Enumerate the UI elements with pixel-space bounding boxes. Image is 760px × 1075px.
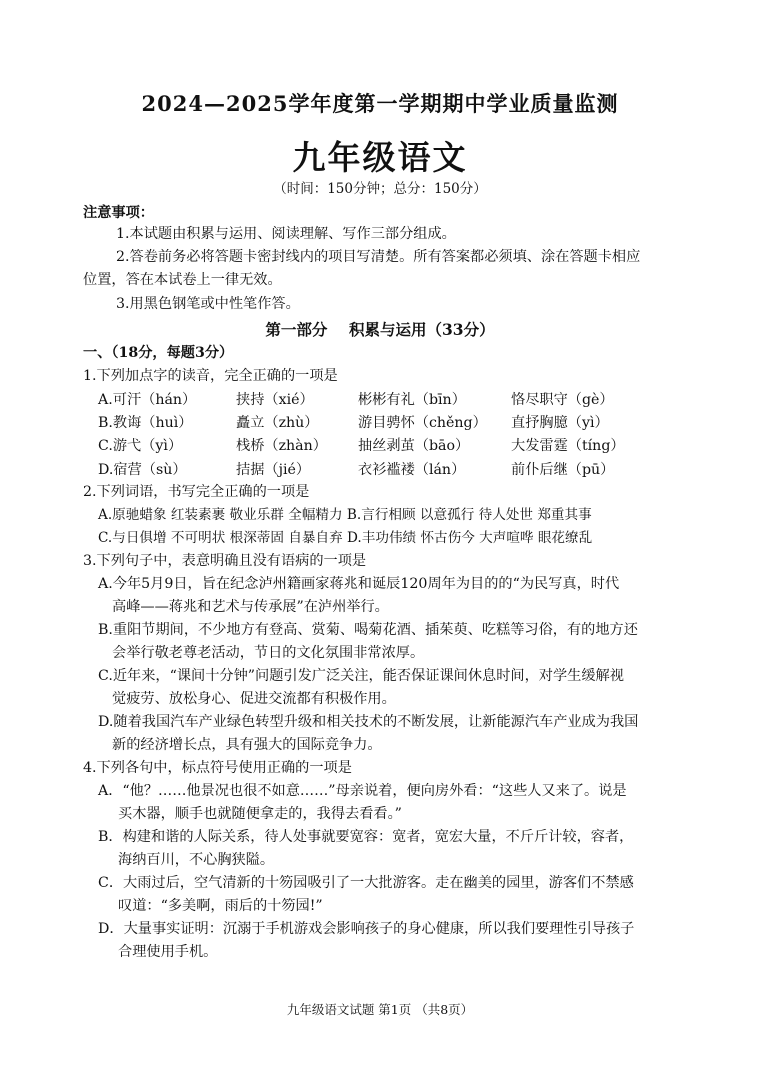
q3-stem: 3.下列句子中，表意明确且没有语病的一项是 [83,553,367,569]
part1-title: 第一部分 积累与运用（33分） [265,320,495,339]
section-heading: 一、（18分，每题3分） [83,345,234,361]
q1-d-1: D.宿营（sù） [98,462,187,478]
q1-b-1: B.教诲（huì） [98,415,193,431]
q1-d-3: 衣衫褴褛（lán） [358,462,466,478]
q1-c-1: C.游弋（yì） [98,438,183,454]
q4-b-1: B．构建和谐的人际关系，待人处事就要宽容：宽者，宽宏大量，不斤斤计较，容者， [98,829,634,845]
q1-a-2: 挟持（xié） [236,392,314,408]
note-item-2-cont: 位置，答在本试卷上一律无效。 [83,272,282,288]
q4-d-1: D．大量事实证明：沉溺于手机游戏会影响孩子的身心健康，所以我们要理性引导孩子 [98,921,635,937]
q3-a-1: A.今年5月9日，旨在纪念泸州籍画家蒋兆和诞辰120周年为目的的“为民写真，时代 [98,576,620,592]
q2-stem: 2.下列词语，书写完全正确的一项是 [83,484,310,500]
q1-c-4: 大发雷霆（tíng） [511,438,625,454]
q2-line-1: A.原驰蜡象 红装素裹 敬业乐群 全幅精力 B.言行相顾 以意孤行 待人处世 郑重其事 [98,507,592,523]
subject-title: 九年级语文 [292,138,468,177]
q1-a-1: A.可汗（hán） [98,392,197,408]
note-item-3: 3.用黑色钢笔或中性笔作答。 [116,296,300,312]
q1-d-2: 拮据（jié） [236,462,311,478]
q1-a-4: 恪尽职守（gè） [511,392,614,408]
q4-stem: 4.下列各句中，标点符号使用正确的一项是 [83,760,352,776]
q4-c-1: C．大雨过后，空气清新的十笏园吸引了一大批游客。走在幽美的园里，游客们不禁感 [98,875,634,891]
q3-b-1: B.重阳节期间，不少地方有登高、赏菊、喝菊花酒、插茱萸、吃糕等习俗，有的地方还 [98,622,638,638]
q1-b-2: 矗立（zhù） [236,415,319,431]
q3-d-2: 新的经济增长点，具有强大的国际竞争力。 [112,737,382,753]
q1-stem: 1.下列加点字的读音，完全正确的一项是 [83,368,338,384]
q3-b-2: 会举行敬老尊老活动，节日的文化氛围非常浓厚。 [112,645,425,661]
q1-c-2: 栈桥（zhàn） [236,438,327,454]
q2-line-2: C.与日俱增 不可明状 根深蒂固 自暴自弃 D.丰功伟绩 怀古伤今 大声喧哗 眼花缭乱 [98,530,593,546]
page-footer: 九年级语文试题 第1页 （共8页） [286,1002,474,1017]
q1-d-4: 前仆后继（pū） [511,462,615,478]
q4-a-2: 买木器，顺手也就随便拿走的，我得去看看。” [118,806,402,822]
q1-c-3: 抽丝剥茧（bāo） [358,438,470,454]
q1-b-4: 直抒胸臆（yì） [511,415,609,431]
q3-a-2: 高峰——蒋兆和艺术与传承展”在泸州举行。 [112,599,389,615]
q1-b-3: 游目骋怀（chěng） [358,415,487,431]
q4-b-2: 海纳百川，不心胸狭隘。 [118,852,275,868]
q4-a-1: A．“他？……他景况也很不如意……”母亲说着，便向房外看：“这些人又来了。说是 [98,783,627,799]
q4-d-2: 合理使用手机。 [118,944,218,960]
q1-a-3: 彬彬有礼（bīn） [358,392,466,408]
q3-d-1: D.随着我国汽车产业绿色转型升级和相关技术的不断发展，让新能源汽车产业成为我国 [98,714,639,730]
note-item-2: 2.答卷前务必将答题卡密封线内的项目写清楚。所有答案都必须填、涂在答题卡相应 [116,249,641,265]
q3-c-2: 觉疲劳、放松身心、促进交流都有积极作用。 [112,691,396,707]
q4-c-2: 叹道：“多美啊，雨后的十笏园!” [118,898,323,914]
exam-title: 2024—2025学年度第一学期期中学业质量监测 [141,91,619,116]
time-info: （时间：150分钟；总分：150分） [273,181,487,197]
q3-c-1: C.近年来，“课间十分钟”问题引发广泛关注，能否保证课间休息时间，对学生缓解视 [98,668,624,684]
note-item-1: 1.本试题由积累与运用、阅读理解、写作三部分组成。 [116,226,456,242]
notes-heading: 注意事项： [83,205,154,221]
